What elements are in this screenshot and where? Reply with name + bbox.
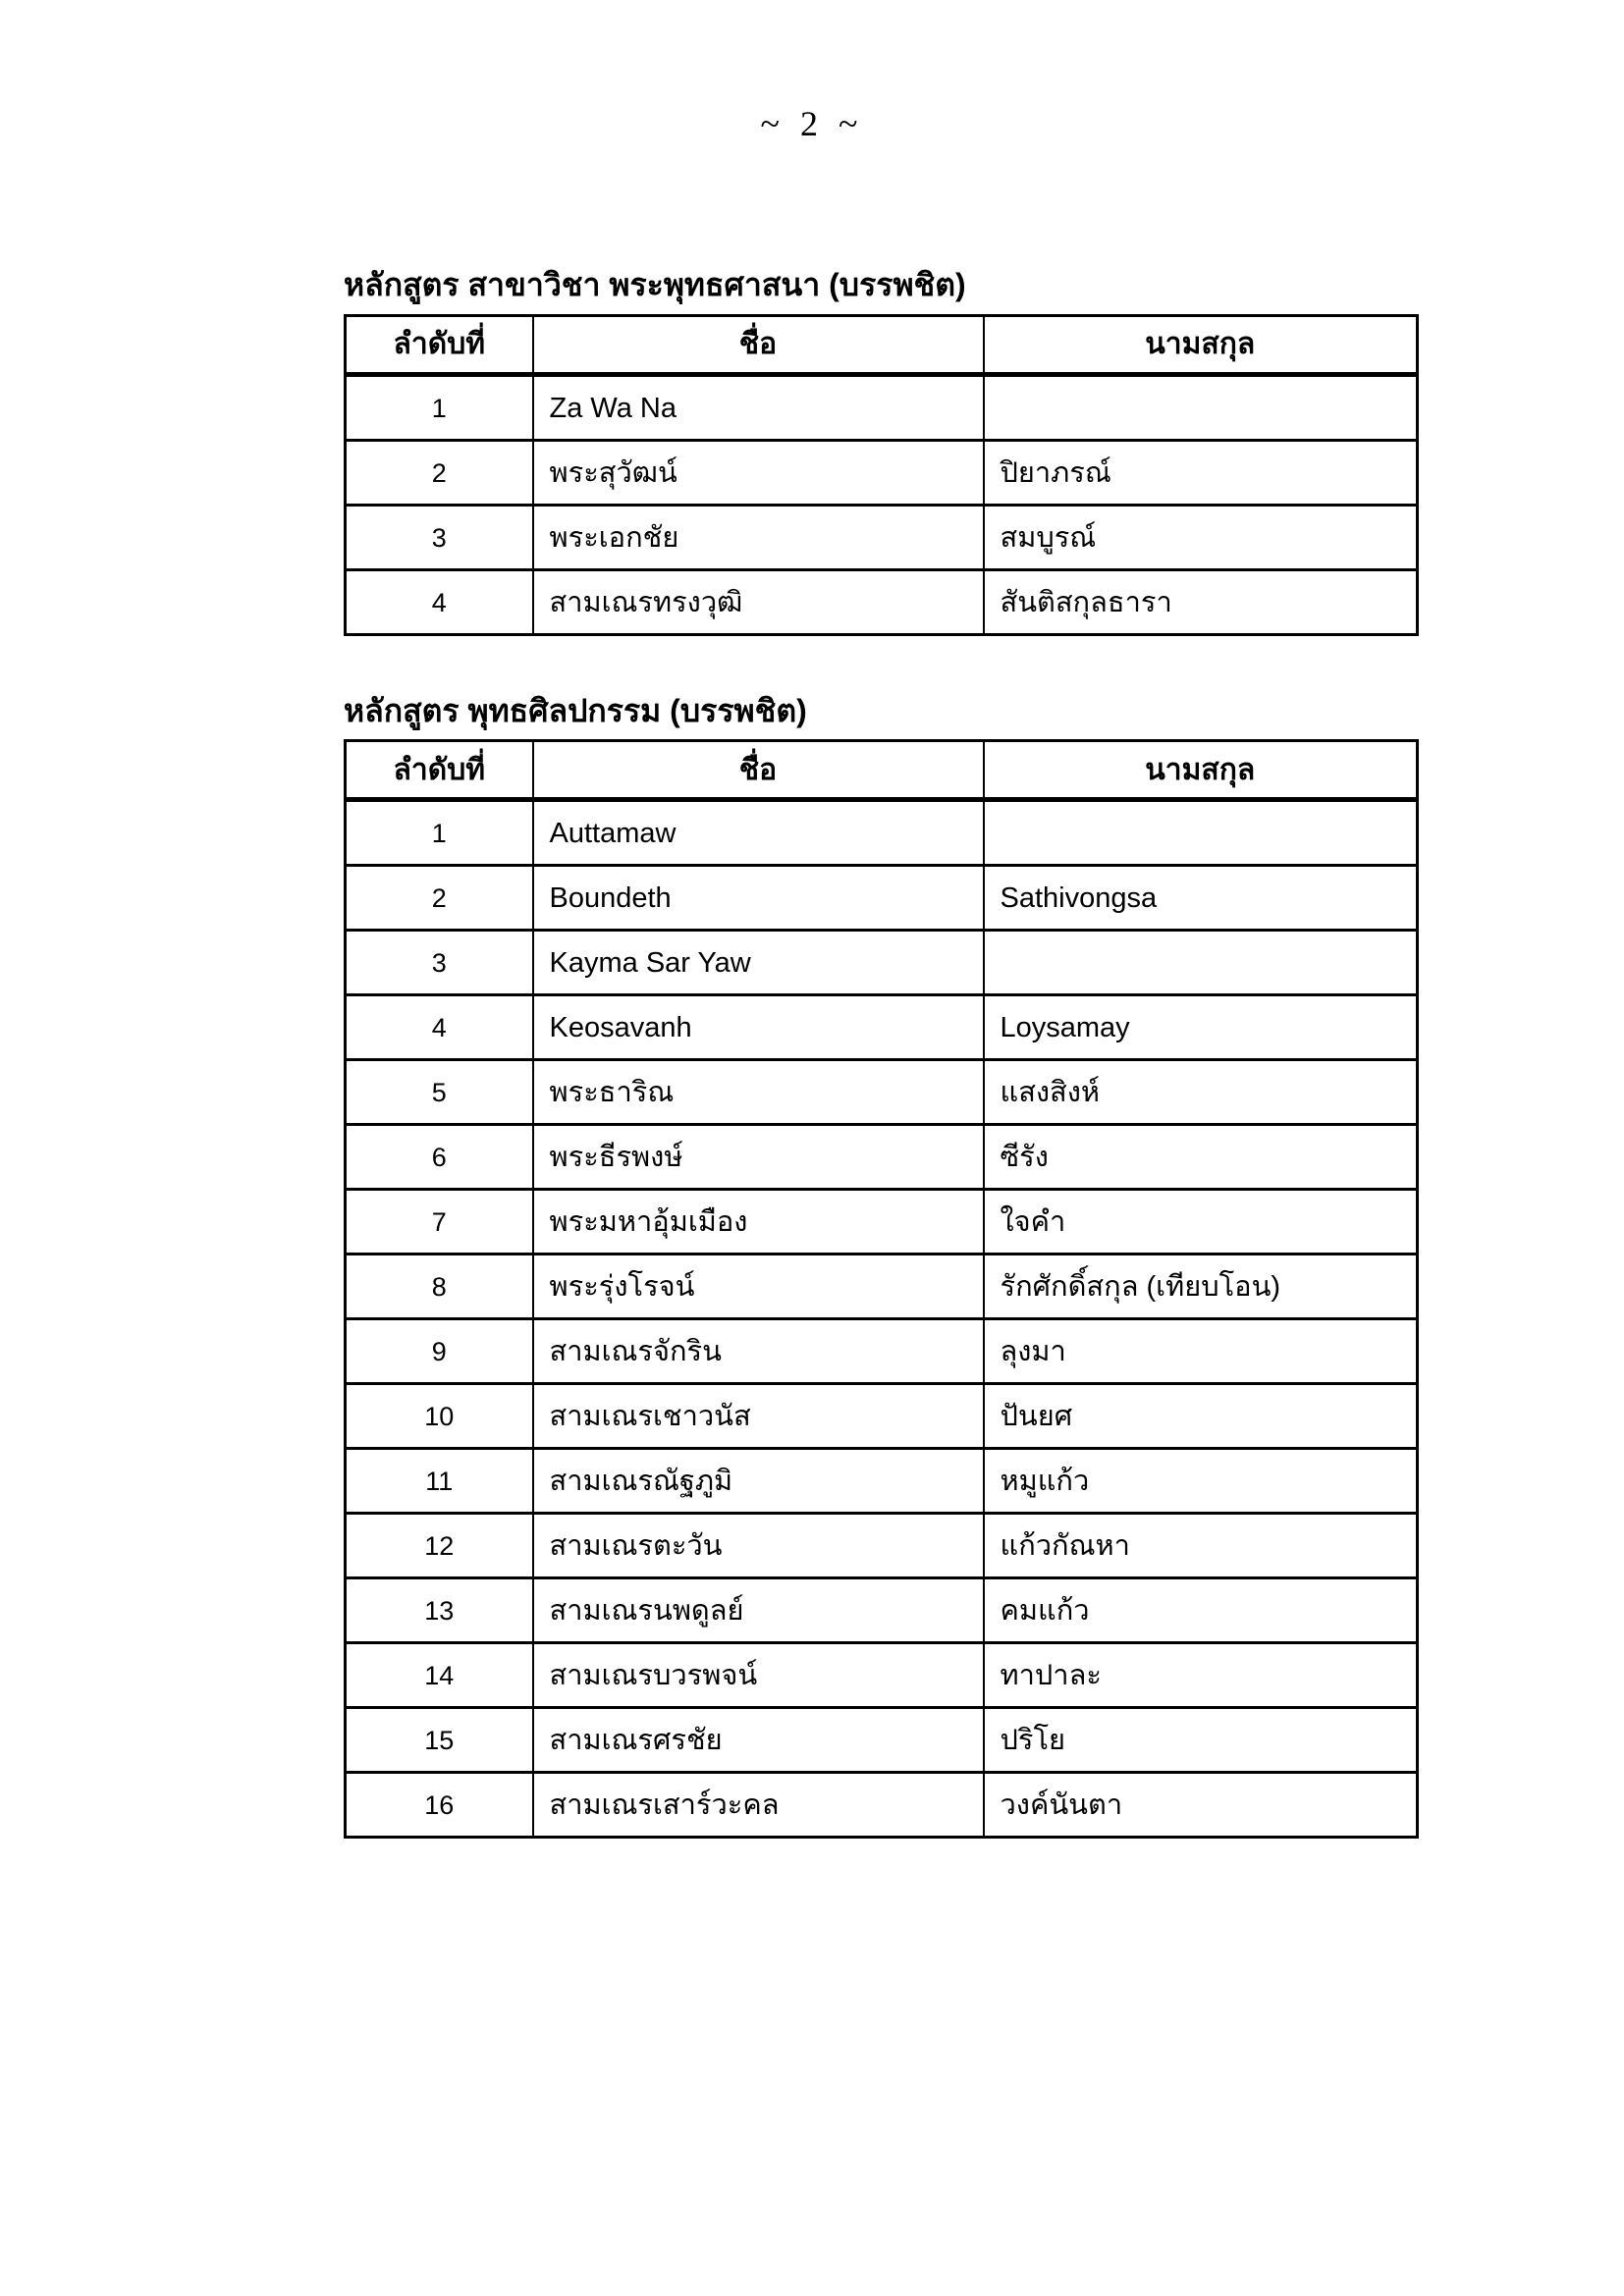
order-cell: 16 [346, 1773, 533, 1838]
order-cell: 6 [346, 1125, 533, 1190]
column-header-last-name: นามสกุล [984, 741, 1418, 800]
order-cell: 12 [346, 1514, 533, 1578]
last-name-cell: รักศักดิ์สกุล (เทียบโอน) [984, 1255, 1418, 1319]
last-name-cell [984, 931, 1418, 995]
last-name-cell: ปันยศ [984, 1384, 1418, 1449]
first-name-cell: สามเณรจักริน [533, 1319, 984, 1384]
table-row [346, 374, 1418, 440]
table-row [346, 1255, 1418, 1319]
last-name-cell: คมแก้ว [984, 1578, 1418, 1643]
first-name-cell: Keosavanh [533, 995, 984, 1060]
column-header-first-name: ชื่อ [533, 315, 984, 374]
order-cell: 3 [346, 931, 533, 995]
table-header-row [346, 315, 1418, 374]
last-name-cell: ปิยาภรณ์ [984, 440, 1418, 505]
roster-table-buddhist-studies [344, 314, 1419, 636]
order-cell: 1 [346, 374, 533, 440]
page-number: ~ 2 ~ [760, 104, 864, 143]
last-name-cell: หมูแก้ว [984, 1449, 1418, 1514]
order-cell: 5 [346, 1060, 533, 1125]
first-name-cell: พระเอกชัย [533, 505, 984, 569]
last-name-cell: Sathivongsa [984, 866, 1418, 931]
first-name-cell: สามเณรศรชัย [533, 1708, 984, 1773]
table-row [346, 1708, 1418, 1773]
order-cell: 2 [346, 440, 533, 505]
order-cell: 11 [346, 1449, 533, 1514]
order-cell: 9 [346, 1319, 533, 1384]
table-row [346, 800, 1418, 866]
table-row [346, 1384, 1418, 1449]
order-cell: 13 [346, 1578, 533, 1643]
order-cell: 14 [346, 1643, 533, 1708]
order-cell: 10 [346, 1384, 533, 1449]
first-name-cell: สามเณรณัฐภูมิ [533, 1449, 984, 1514]
first-name-cell: พระสุวัฒน์ [533, 440, 984, 505]
table-row [346, 1319, 1418, 1384]
roster-table-buddhist-arts [344, 739, 1419, 1839]
table-row [346, 931, 1418, 995]
table-row [346, 569, 1418, 634]
last-name-cell: แก้วกัณหา [984, 1514, 1418, 1578]
table-row [346, 1514, 1418, 1578]
column-header-last-name: นามสกุล [984, 315, 1418, 374]
order-cell: 3 [346, 505, 533, 569]
last-name-cell: ใจคำ [984, 1190, 1418, 1255]
order-cell: 7 [346, 1190, 533, 1255]
last-name-cell: สันติสกุลธารา [984, 569, 1418, 634]
order-cell: 8 [346, 1255, 533, 1319]
order-cell: 15 [346, 1708, 533, 1773]
table-row [346, 1125, 1418, 1190]
table-row [346, 505, 1418, 569]
first-name-cell: สามเณรทรงวุฒิ [533, 569, 984, 634]
last-name-cell [984, 374, 1418, 440]
last-name-cell [984, 800, 1418, 866]
table-row [346, 866, 1418, 931]
last-name-cell: ซีรัง [984, 1125, 1418, 1190]
table-row [346, 440, 1418, 505]
first-name-cell: สามเณรบวรพจน์ [533, 1643, 984, 1708]
first-name-cell: Kayma Sar Yaw [533, 931, 984, 995]
last-name-cell: ลุงมา [984, 1319, 1418, 1384]
first-name-cell: Auttamaw [533, 800, 984, 866]
table-row [346, 1060, 1418, 1125]
last-name-cell: Loysamay [984, 995, 1418, 1060]
order-cell: 1 [346, 800, 533, 866]
column-header-first-name: ชื่อ [533, 741, 984, 800]
first-name-cell: พระรุ่งโรจน์ [533, 1255, 984, 1319]
section-heading: หลักสูตร พุทธศิลปกรรม (บรรพชิต) [344, 692, 807, 728]
table-row [346, 1190, 1418, 1255]
last-name-cell: วงค์นันตา [984, 1773, 1418, 1838]
first-name-cell: สามเณรนพดูลย์ [533, 1578, 984, 1643]
first-name-cell: พระธาริณ [533, 1060, 984, 1125]
order-cell: 4 [346, 569, 533, 634]
first-name-cell: Boundeth [533, 866, 984, 931]
column-header-order: ลำดับที่ [346, 741, 533, 800]
order-cell: 4 [346, 995, 533, 1060]
first-name-cell: พระมหาอุ้มเมือง [533, 1190, 984, 1255]
last-name-cell: แสงสิงห์ [984, 1060, 1418, 1125]
page-content [344, 265, 1416, 1839]
table-row [346, 1578, 1418, 1643]
order-cell: 2 [346, 866, 533, 931]
table-row [346, 1643, 1418, 1708]
last-name-cell: ปริโย [984, 1708, 1418, 1773]
section-buddhist-studies [344, 265, 1416, 636]
last-name-cell: ทาปาละ [984, 1643, 1418, 1708]
table-row [346, 1773, 1418, 1838]
table-row [346, 1449, 1418, 1514]
first-name-cell: Za Wa Na [533, 374, 984, 440]
first-name-cell: สามเณรตะวัน [533, 1514, 984, 1578]
first-name-cell: พระธีรพงษ์ [533, 1125, 984, 1190]
first-name-cell: สามเณรเสาร์วะคล [533, 1773, 984, 1838]
section-buddhist-arts [344, 691, 1416, 1840]
table-row [346, 995, 1418, 1060]
first-name-cell: สามเณรเชาวนัส [533, 1384, 984, 1449]
section-heading: หลักสูตร สาขาวิชา พระพุทธศาสนา (บรรพชิต) [344, 267, 966, 302]
table-header-row [346, 741, 1418, 800]
last-name-cell: สมบูรณ์ [984, 505, 1418, 569]
column-header-order: ลำดับที่ [346, 315, 533, 374]
